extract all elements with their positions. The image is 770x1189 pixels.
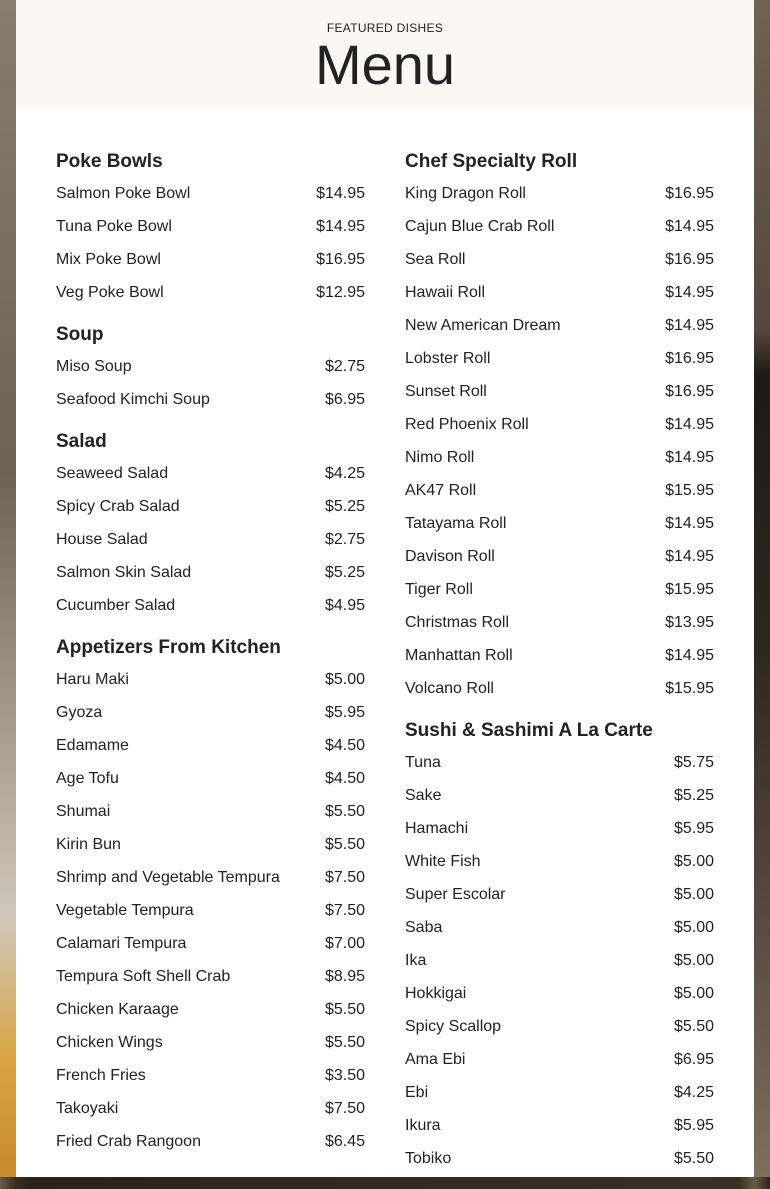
menu-item-price: $5.25 bbox=[324, 497, 365, 515]
menu-item-price: $4.95 bbox=[324, 596, 365, 614]
menu-item-name: New American Dream bbox=[405, 316, 561, 334]
menu-item-price: $5.00 bbox=[673, 885, 714, 903]
menu-item-price: $5.95 bbox=[673, 819, 714, 837]
menu-item-name: Chicken Wings bbox=[56, 1033, 163, 1051]
menu-item bbox=[56, 663, 365, 696]
menu-item bbox=[405, 944, 714, 977]
menu-item-name: Fried Crab Rangoon bbox=[56, 1132, 201, 1150]
menu-item-price: $5.95 bbox=[673, 1116, 714, 1134]
menu-item-name: Shrimp and Vegetable Tempura bbox=[56, 868, 280, 886]
menu-item-name: Ama Ebi bbox=[405, 1050, 466, 1068]
menu-item-name: Tuna Poke Bowl bbox=[56, 217, 172, 235]
menu-item-price: $2.75 bbox=[324, 530, 365, 548]
menu-item-price: $5.00 bbox=[324, 670, 365, 688]
menu-item bbox=[405, 779, 714, 812]
menu-item-price: $3.50 bbox=[324, 1066, 365, 1084]
menu-item-price: $5.00 bbox=[673, 918, 714, 936]
menu-item bbox=[56, 556, 365, 589]
menu-item-name: French Fries bbox=[56, 1066, 146, 1084]
menu-item-price: $5.50 bbox=[324, 802, 365, 820]
menu-item-name: Spicy Scallop bbox=[405, 1017, 502, 1035]
menu-item bbox=[405, 878, 714, 911]
background-photo-left bbox=[0, 0, 16, 1177]
menu-item bbox=[405, 573, 714, 606]
menu-item bbox=[405, 540, 714, 573]
menu-item-name: Cucumber Salad bbox=[56, 596, 176, 614]
menu-section-soup bbox=[56, 323, 365, 416]
menu-item bbox=[56, 243, 365, 276]
menu-item-price: $14.95 bbox=[665, 547, 714, 565]
menu-item bbox=[405, 177, 714, 210]
menu-item-price: $14.95 bbox=[316, 217, 365, 235]
menu-item bbox=[405, 507, 714, 540]
menu-item-price: $16.95 bbox=[665, 184, 714, 202]
menu-item-price: $5.50 bbox=[673, 1017, 714, 1035]
menu-item bbox=[405, 977, 714, 1010]
menu-item-price: $12.95 bbox=[316, 283, 365, 301]
menu-item-price: $5.00 bbox=[673, 951, 714, 969]
menu-item-name: Volcano Roll bbox=[405, 679, 494, 697]
menu-item bbox=[56, 795, 365, 828]
menu-item-name: Calamari Tempura bbox=[56, 934, 187, 952]
section-title: Chef Specialty Roll bbox=[405, 151, 578, 172]
menu-item-price: $5.00 bbox=[673, 852, 714, 870]
menu-item-price: $6.95 bbox=[673, 1050, 714, 1068]
menu-item-price: $14.95 bbox=[665, 415, 714, 433]
menu-item-name: Seafood Kimchi Soup bbox=[56, 390, 210, 408]
menu-item bbox=[405, 342, 714, 375]
menu-item-price: $14.95 bbox=[665, 316, 714, 334]
menu-item bbox=[56, 523, 365, 556]
menu-item bbox=[56, 276, 365, 309]
menu-item-name: Takoyaki bbox=[56, 1099, 119, 1117]
menu-item bbox=[405, 276, 714, 309]
menu-item-price: $16.95 bbox=[665, 349, 714, 367]
menu-item bbox=[56, 457, 365, 490]
menu-item-name: Lobster Roll bbox=[405, 349, 491, 367]
menu-item-price: $4.25 bbox=[324, 464, 365, 482]
menu-item-price: $7.50 bbox=[324, 901, 365, 919]
menu-item-price: $4.50 bbox=[324, 769, 365, 787]
menu-columns bbox=[56, 150, 714, 1189]
menu-card bbox=[16, 0, 754, 1177]
menu-item bbox=[56, 729, 365, 762]
menu-item bbox=[56, 993, 365, 1026]
menu-item-name: Tuna bbox=[405, 753, 441, 771]
menu-item-name: Hokkigai bbox=[405, 984, 467, 1002]
section-title: Soup bbox=[56, 324, 104, 345]
menu-item-name: Veg Poke Bowl bbox=[56, 283, 164, 301]
menu-item bbox=[405, 1109, 714, 1142]
menu-item-price: $2.75 bbox=[324, 357, 365, 375]
menu-item-price: $8.95 bbox=[324, 967, 365, 985]
menu-header bbox=[16, 0, 754, 109]
menu-item-name: Cajun Blue Crab Roll bbox=[405, 217, 555, 235]
menu-item-name: Manhattan Roll bbox=[405, 646, 513, 664]
menu-item bbox=[56, 589, 365, 622]
menu-item-name: Sea Roll bbox=[405, 250, 466, 268]
menu-item-name: Nimo Roll bbox=[405, 448, 475, 466]
menu-item bbox=[56, 696, 365, 729]
menu-column-left bbox=[56, 150, 365, 1189]
menu-item bbox=[405, 309, 714, 342]
section-title: Poke Bowls bbox=[56, 151, 163, 172]
menu-item-name: Tatayama Roll bbox=[405, 514, 507, 532]
menu-item-name: Saba bbox=[405, 918, 443, 936]
section-title: Salad bbox=[56, 431, 107, 452]
menu-item-name: Red Phoenix Roll bbox=[405, 415, 529, 433]
menu-item bbox=[405, 911, 714, 944]
menu-item-price: $5.50 bbox=[673, 1149, 714, 1167]
menu-column-right bbox=[405, 150, 714, 1189]
menu-item-price: $14.95 bbox=[665, 646, 714, 664]
menu-item-price: $5.25 bbox=[324, 563, 365, 581]
menu-item bbox=[56, 1092, 365, 1125]
menu-item bbox=[405, 441, 714, 474]
menu-item bbox=[56, 350, 365, 383]
menu-item-price: $5.25 bbox=[673, 786, 714, 804]
section-title: Sushi & Sashimi A La Carte bbox=[405, 720, 653, 741]
menu-item bbox=[405, 746, 714, 779]
menu-item bbox=[56, 960, 365, 993]
menu-item bbox=[56, 828, 365, 861]
menu-item-name: Ikura bbox=[405, 1116, 441, 1134]
menu-item-name: Tobiko bbox=[405, 1149, 452, 1167]
menu-item-price: $15.95 bbox=[665, 679, 714, 697]
menu-item-price: $5.50 bbox=[324, 1033, 365, 1051]
menu-item-name: Salmon Skin Salad bbox=[56, 563, 192, 581]
menu-item bbox=[405, 1142, 714, 1175]
menu-item-name: White Fish bbox=[405, 852, 481, 870]
menu-item-price: $14.95 bbox=[316, 184, 365, 202]
menu-item bbox=[56, 383, 365, 416]
menu-section-salad bbox=[56, 430, 365, 622]
menu-item-price: $7.50 bbox=[324, 1099, 365, 1117]
menu-item-price: $7.00 bbox=[324, 934, 365, 952]
background-photo-right bbox=[754, 0, 770, 1177]
menu-item-name: Tempura Soft Shell Crab bbox=[56, 967, 231, 985]
menu-item bbox=[56, 1059, 365, 1092]
menu-item bbox=[56, 1125, 365, 1158]
menu-item-price: $15.95 bbox=[665, 580, 714, 598]
menu-item-name: Ika bbox=[405, 951, 427, 969]
menu-item-name: Ebi bbox=[405, 1083, 429, 1101]
menu-item-price: $7.50 bbox=[324, 868, 365, 886]
menu-item bbox=[405, 639, 714, 672]
menu-item-name: Edamame bbox=[56, 736, 129, 754]
menu-item-name: Christmas Roll bbox=[405, 613, 510, 631]
menu-item bbox=[405, 375, 714, 408]
menu-item-price: $16.95 bbox=[665, 382, 714, 400]
menu-item-price: $4.50 bbox=[324, 736, 365, 754]
menu-item bbox=[405, 1010, 714, 1043]
menu-item-price: $14.95 bbox=[665, 283, 714, 301]
menu-item bbox=[405, 672, 714, 705]
menu-item bbox=[405, 845, 714, 878]
menu-item-name: Sake bbox=[405, 786, 442, 804]
menu-item bbox=[405, 812, 714, 845]
menu-item-price: $5.75 bbox=[673, 753, 714, 771]
menu-item-price: $5.50 bbox=[324, 835, 365, 853]
menu-item-price: $5.00 bbox=[673, 984, 714, 1002]
menu-item bbox=[405, 1076, 714, 1109]
menu-item-name: Salmon Poke Bowl bbox=[56, 184, 191, 202]
menu-item-name: Spicy Crab Salad bbox=[56, 497, 180, 515]
menu-item bbox=[56, 1026, 365, 1059]
menu-item-name: Gyoza bbox=[56, 703, 103, 721]
menu-section-poke-bowls bbox=[56, 150, 365, 309]
menu-section-appetizers-from-kitchen bbox=[56, 636, 365, 1158]
menu-item-price: $6.45 bbox=[324, 1132, 365, 1150]
menu-section-chef-specialty-roll bbox=[405, 150, 714, 705]
menu-item-name: Kirin Bun bbox=[56, 835, 121, 853]
menu-item-price: $15.95 bbox=[665, 481, 714, 499]
menu-item bbox=[405, 606, 714, 639]
menu-item-price: $4.25 bbox=[673, 1083, 714, 1101]
menu-item-name: Age Tofu bbox=[56, 769, 119, 787]
section-title: Appetizers From Kitchen bbox=[56, 637, 281, 658]
menu-item bbox=[56, 894, 365, 927]
menu-item-name: Hamachi bbox=[405, 819, 469, 837]
menu-item-name: Chicken Karaage bbox=[56, 1000, 179, 1018]
featured-dishes-label: FEATURED DISHES bbox=[326, 21, 444, 35]
menu-item-price: $6.95 bbox=[324, 390, 365, 408]
menu-item-name: Vegetable Tempura bbox=[56, 901, 194, 919]
menu-item bbox=[56, 210, 365, 243]
menu-item-name: Haru Maki bbox=[56, 670, 129, 688]
menu-item bbox=[56, 861, 365, 894]
menu-item bbox=[56, 177, 365, 210]
menu-item-name: Seaweed Salad bbox=[56, 464, 169, 482]
menu-item bbox=[405, 408, 714, 441]
menu-item-name: Miso Soup bbox=[56, 357, 132, 375]
menu-item-name: Mix Poke Bowl bbox=[56, 250, 161, 268]
page-title: Menu bbox=[314, 33, 456, 96]
menu-item-name: Sunset Roll bbox=[405, 382, 487, 400]
menu-item-name: House Salad bbox=[56, 530, 148, 548]
menu-item-price: $14.95 bbox=[665, 448, 714, 466]
menu-item bbox=[405, 243, 714, 276]
menu-item-name: AK47 Roll bbox=[405, 481, 477, 499]
menu-item-price: $5.95 bbox=[324, 703, 365, 721]
menu-item-price: $16.95 bbox=[665, 250, 714, 268]
menu-item-name: Hawaii Roll bbox=[405, 283, 486, 301]
menu-item-price: $14.95 bbox=[665, 217, 714, 235]
menu-item bbox=[56, 490, 365, 523]
menu-item-name: King Dragon Roll bbox=[405, 184, 526, 202]
menu-section-sushi-sashimi-a-la-carte bbox=[405, 719, 714, 1175]
menu-item-name: Shumai bbox=[56, 802, 111, 820]
menu-item-price: $13.95 bbox=[665, 613, 714, 631]
menu-item-price: $16.95 bbox=[316, 250, 365, 268]
menu-item-price: $14.95 bbox=[665, 514, 714, 532]
menu-item-price: $5.50 bbox=[324, 1000, 365, 1018]
menu-item-name: Super Escolar bbox=[405, 885, 506, 903]
menu-item-name: Tiger Roll bbox=[405, 580, 473, 598]
menu-item bbox=[405, 474, 714, 507]
menu-item bbox=[405, 210, 714, 243]
menu-item-name: Davison Roll bbox=[405, 547, 495, 565]
menu-item bbox=[405, 1043, 714, 1076]
menu-item bbox=[56, 927, 365, 960]
menu-item bbox=[56, 762, 365, 795]
